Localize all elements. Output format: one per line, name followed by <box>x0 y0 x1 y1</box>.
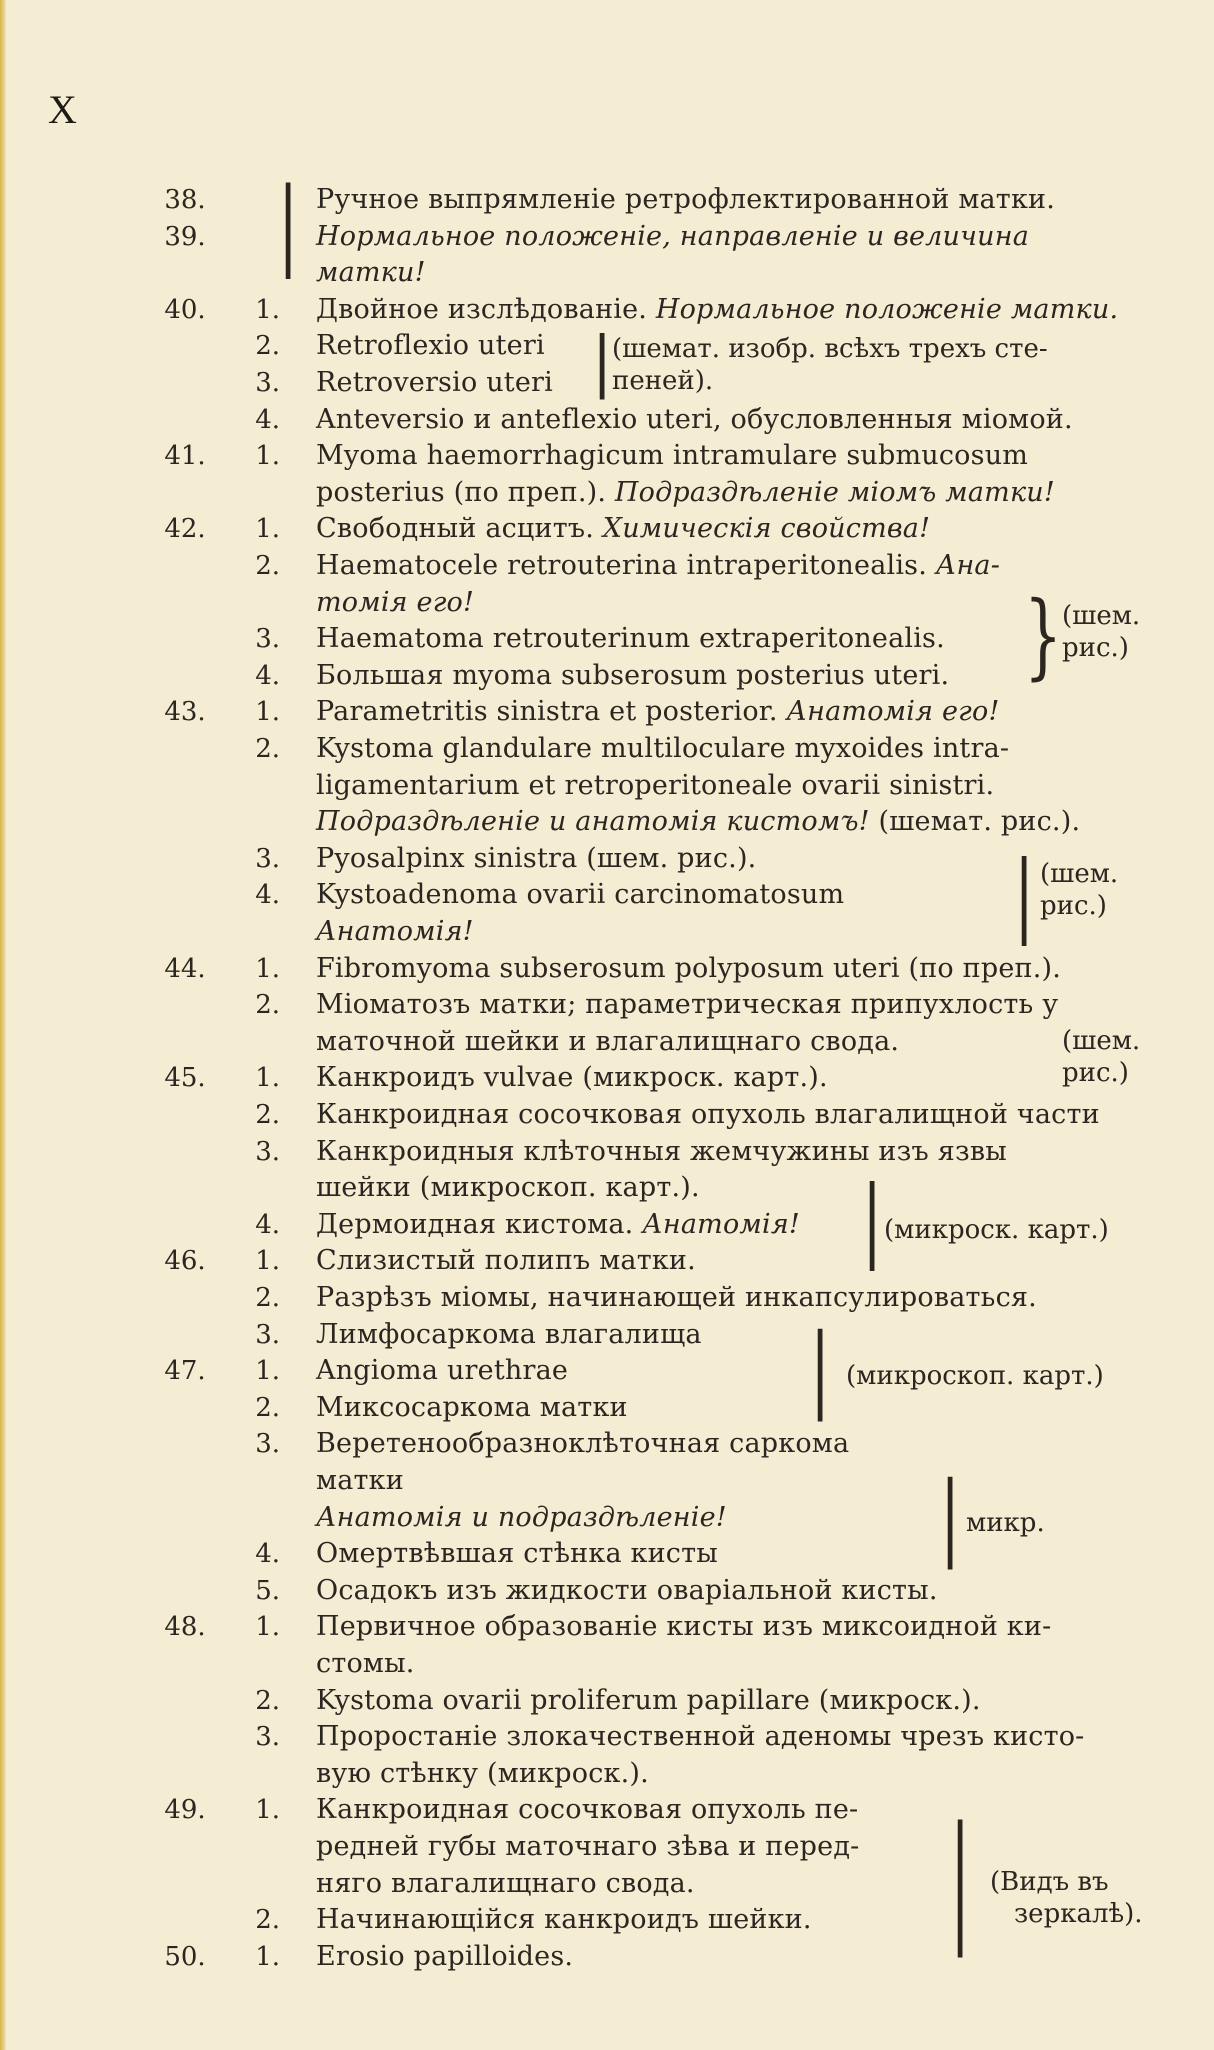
entry-text <box>316 1939 573 1975</box>
entry-text <box>316 841 756 877</box>
entry-text <box>316 1243 696 1279</box>
entry-text <box>316 1353 568 1389</box>
plain-text: Большая myoma subserosum posterius uteri. <box>316 659 950 691</box>
plain-text: Первичное образованіе кисты изъ миксоидной ки- <box>316 1611 1052 1643</box>
entry-text <box>316 1024 899 1060</box>
entry-text <box>316 475 1055 511</box>
entry-text <box>316 658 949 694</box>
italic-text: Анатомія! <box>316 916 474 947</box>
item-number: 2. <box>255 1685 280 1716</box>
plain-text: Erosio papilloides. <box>316 1940 574 1972</box>
entry-text <box>316 1866 695 1902</box>
italic-text: Нормальное положеніе, направленіе и величина <box>316 220 1030 252</box>
italic-text: Нормальное положеніе матки. <box>655 293 1119 325</box>
italic-text: Подраздѣленіе и анатомія кистомъ! <box>316 806 879 838</box>
entry-text <box>316 731 1009 767</box>
side-note-46-47: (микроскоп. карт.) <box>846 1361 1104 1391</box>
bracket-46-47: | <box>810 1314 831 1423</box>
section-number: 42. <box>164 514 206 545</box>
item-number: 2. <box>255 1905 280 1936</box>
entry-text <box>316 292 1118 328</box>
plain-text: Fibromyoma subserosum polyposum uteri (по преп.). <box>316 952 1062 984</box>
plain-text: Ручное выпрямленіе ретрофлектированной матки. <box>316 184 1056 215</box>
plain-text: Канкроидъ vulvae (микроск. карт.). <box>316 1062 828 1094</box>
plain-text: шейки (микроскоп. карт.). <box>316 1172 700 1204</box>
section-number: 41. <box>164 441 206 472</box>
section-number: 48. <box>164 1612 206 1643</box>
plain-text: Миксосаркома матки <box>316 1391 628 1423</box>
side-note-2-3: (шемат. изобр. всѣхъ трехъ сте- пеней). <box>612 334 1048 396</box>
plain-text: Haematoma retrouterinum extraperitonealis. <box>316 623 945 655</box>
entry-text <box>316 1829 859 1865</box>
entry-text <box>316 1792 858 1828</box>
entry-text <box>316 1500 727 1536</box>
item-number: 1. <box>255 697 280 728</box>
plain-text: редней губы маточнаго зѣва и перед- <box>316 1831 860 1862</box>
plain-text: Начинающійся канкроидъ шейки. <box>316 1904 812 1936</box>
entry-text <box>316 951 1061 987</box>
entry-text <box>316 987 1058 1023</box>
item-number: 2. <box>255 990 280 1021</box>
entry-text <box>316 1097 1100 1133</box>
entry-text <box>316 328 545 364</box>
italic-text: Анатомія! <box>642 1208 800 1240</box>
item-number: 2. <box>255 331 280 362</box>
item-number: 1. <box>255 1941 280 1972</box>
plain-text: Kystoma glandulare multiloculare myxoides intra- <box>316 733 1010 764</box>
item-number: 4. <box>255 1209 280 1240</box>
entry-text <box>316 1463 404 1499</box>
section-number: 45. <box>164 1063 206 1094</box>
entry-text <box>316 1683 981 1719</box>
plain-text: Лимфосаркома влагалища <box>316 1318 702 1350</box>
bracket-45-46: | <box>862 1167 883 1273</box>
item-number: 1. <box>255 1795 280 1826</box>
entry-text <box>316 511 930 547</box>
entry-text <box>316 768 994 804</box>
plain-text: матки <box>316 1465 404 1496</box>
side-note-47b: микр. <box>966 1508 1045 1538</box>
entry-text <box>316 1426 849 1462</box>
item-number: 1. <box>255 1246 280 1277</box>
italic-text: томія его! <box>316 586 475 618</box>
entry-text <box>316 1170 700 1206</box>
plain-text: posterius (по преп.). <box>316 476 615 508</box>
bracket-49: | <box>950 1798 971 1960</box>
section-number: 43. <box>164 697 206 728</box>
page-number: X <box>48 87 77 132</box>
item-number: 4. <box>255 404 280 435</box>
item-number: 3. <box>255 1319 280 1350</box>
plain-text: Kystoma ovarii proliferum papillare (микроск.). <box>316 1684 981 1716</box>
entry-text <box>316 1134 1007 1170</box>
entry-text <box>316 255 426 291</box>
item-number: 1. <box>255 294 280 325</box>
side-note-44: (шем. рис.) <box>1062 1026 1141 1088</box>
plain-text: Retroversio uteri <box>316 367 553 398</box>
plain-text: стомы. <box>316 1648 415 1679</box>
entry-text <box>316 548 1000 584</box>
item-number: 3. <box>255 843 280 874</box>
entry-text <box>316 1280 1037 1316</box>
entry-text <box>316 914 474 950</box>
item-number: 3. <box>255 1136 280 1167</box>
item-number: 4. <box>255 880 280 911</box>
item-number: 2. <box>255 734 280 764</box>
section-number: 50. <box>164 1941 206 1972</box>
plain-text: Pyosalpinx sinistra (шем. рис.). <box>316 842 757 874</box>
plain-text: няго влагалищнаго свода. <box>316 1867 695 1899</box>
italic-text: Ана- <box>935 550 1001 581</box>
plain-text: Myoma haemorrhagicum intramulare submucosum <box>316 440 1029 472</box>
plain-text: Parametritis sinistra et posterior. <box>316 696 787 728</box>
item-number: 2. <box>255 1283 280 1313</box>
entry-text <box>316 402 1073 438</box>
plain-text: Свободный асцитъ. <box>316 513 603 545</box>
item-number: 1. <box>255 1356 280 1387</box>
plain-text: Kystoadenoma ovarii carcinomatosum <box>316 879 845 911</box>
item-number: 2. <box>255 1392 280 1423</box>
section-number: 38. <box>164 185 206 215</box>
plain-text: Осадокъ изъ жидкости оваріальной кисты. <box>316 1574 938 1606</box>
plain-text: Angioma urethrae <box>316 1355 569 1387</box>
italic-text: Анатомія и подраздѣленіе! <box>316 1501 727 1533</box>
item-number: 1. <box>255 1063 280 1094</box>
item-number: 1. <box>255 1612 280 1643</box>
section-number: 39. <box>164 221 206 252</box>
entry-text <box>316 585 474 621</box>
entry-text <box>316 694 1000 730</box>
section-number: 40. <box>164 294 206 325</box>
item-number: 5. <box>255 1575 280 1606</box>
entry-text <box>316 1609 1051 1645</box>
bracket-42: } <box>1024 582 1063 691</box>
plain-text: Anteversio и anteflexio uteri, обусловленныя міомой. <box>316 403 1073 435</box>
item-number: 1. <box>255 514 280 545</box>
side-note-49: (Видъ въ зеркалѣ). <box>990 1867 1143 1929</box>
item-number: 2. <box>255 1100 280 1130</box>
plain-text: (шемат. рис.). <box>878 806 1081 838</box>
plain-text: ligamentarium et retroperitoneale ovarii sinistri. <box>316 769 995 801</box>
item-number: 4. <box>255 660 280 691</box>
item-number: 3. <box>255 1429 280 1460</box>
side-note-43: (шем. рис.) <box>1040 859 1119 921</box>
plain-text: Веретенообразноклѣточная саркома <box>316 1428 850 1460</box>
plain-text: Міоматозъ матки; параметрическая припухлость у <box>316 989 1059 1021</box>
italic-text: Подраздѣленіе міомъ матки! <box>614 476 1055 508</box>
entry-text <box>316 621 945 657</box>
section-number: 46. <box>164 1246 206 1277</box>
entry-text <box>316 438 1028 474</box>
entry-text <box>316 1390 628 1426</box>
plain-text: Слизистый полипъ матки. <box>316 1245 696 1277</box>
item-number: 3. <box>255 368 280 398</box>
bracket-2-3: | <box>592 323 613 401</box>
plain-text: Омертвѣвшая стѣнка кисты <box>316 1538 718 1570</box>
entry-text <box>316 1317 702 1353</box>
bracket-47b: | <box>940 1462 961 1571</box>
entry-text <box>316 1719 1085 1755</box>
section-number: 44. <box>164 953 206 984</box>
italic-text: матки! <box>316 257 426 289</box>
plain-text: Канкроидная сосочковая опухоль пе- <box>316 1794 859 1826</box>
plain-text: Канкроидныя клѣточныя жемчужины изъ язвы <box>316 1135 1007 1167</box>
side-note-45-46: (микроск. карт.) <box>884 1215 1109 1245</box>
item-number: 1. <box>255 953 280 984</box>
item-number: 2. <box>255 551 280 581</box>
plain-text: Дермоидная кистома. <box>316 1208 643 1240</box>
section-number: 49. <box>164 1795 206 1826</box>
plain-text: вую стѣнку (микроск.). <box>316 1757 649 1789</box>
page-edge <box>0 0 6 2050</box>
entry-text <box>316 1207 800 1243</box>
entry-text <box>316 219 1029 255</box>
plain-text: Канкроидная сосочковая опухоль влагалищной части <box>316 1099 1100 1130</box>
entry-text <box>316 1536 718 1572</box>
entry-text <box>316 1573 938 1609</box>
italic-text: Химическія свойства! <box>602 513 931 545</box>
entry-text <box>316 1646 415 1682</box>
bracket-43: | <box>1014 842 1035 948</box>
bracket-38-39: | <box>278 168 299 280</box>
side-note-42: (шем. рис.) <box>1062 601 1141 663</box>
entry-text <box>316 365 553 401</box>
plain-text: Retroflexio uteri <box>316 330 545 362</box>
plain-text: Haematocele retrouterina intraperitonealis. <box>316 550 936 581</box>
italic-text: Анатомія его! <box>786 696 1000 728</box>
item-number: 4. <box>255 1539 280 1570</box>
plain-text: маточной шейки и влагалищнаго свода. <box>316 1025 900 1057</box>
entry-text <box>316 804 1080 840</box>
section-number: 47. <box>164 1356 206 1387</box>
entry-text <box>316 1902 812 1938</box>
entry-text <box>316 182 1055 218</box>
plain-text: Двойное изслѣдованіе. <box>316 293 656 325</box>
plain-text: Разрѣзъ міомы, начинающей инкапсулироваться. <box>316 1282 1037 1313</box>
entry-text <box>316 877 844 913</box>
plain-text: Проростаніе злокачественной аденомы чрезъ кисто- <box>316 1721 1085 1753</box>
item-number: 3. <box>255 624 280 655</box>
entry-text <box>316 1060 828 1096</box>
item-number: 3. <box>255 1722 280 1753</box>
item-number: 1. <box>255 441 280 472</box>
entry-text <box>316 1756 649 1792</box>
